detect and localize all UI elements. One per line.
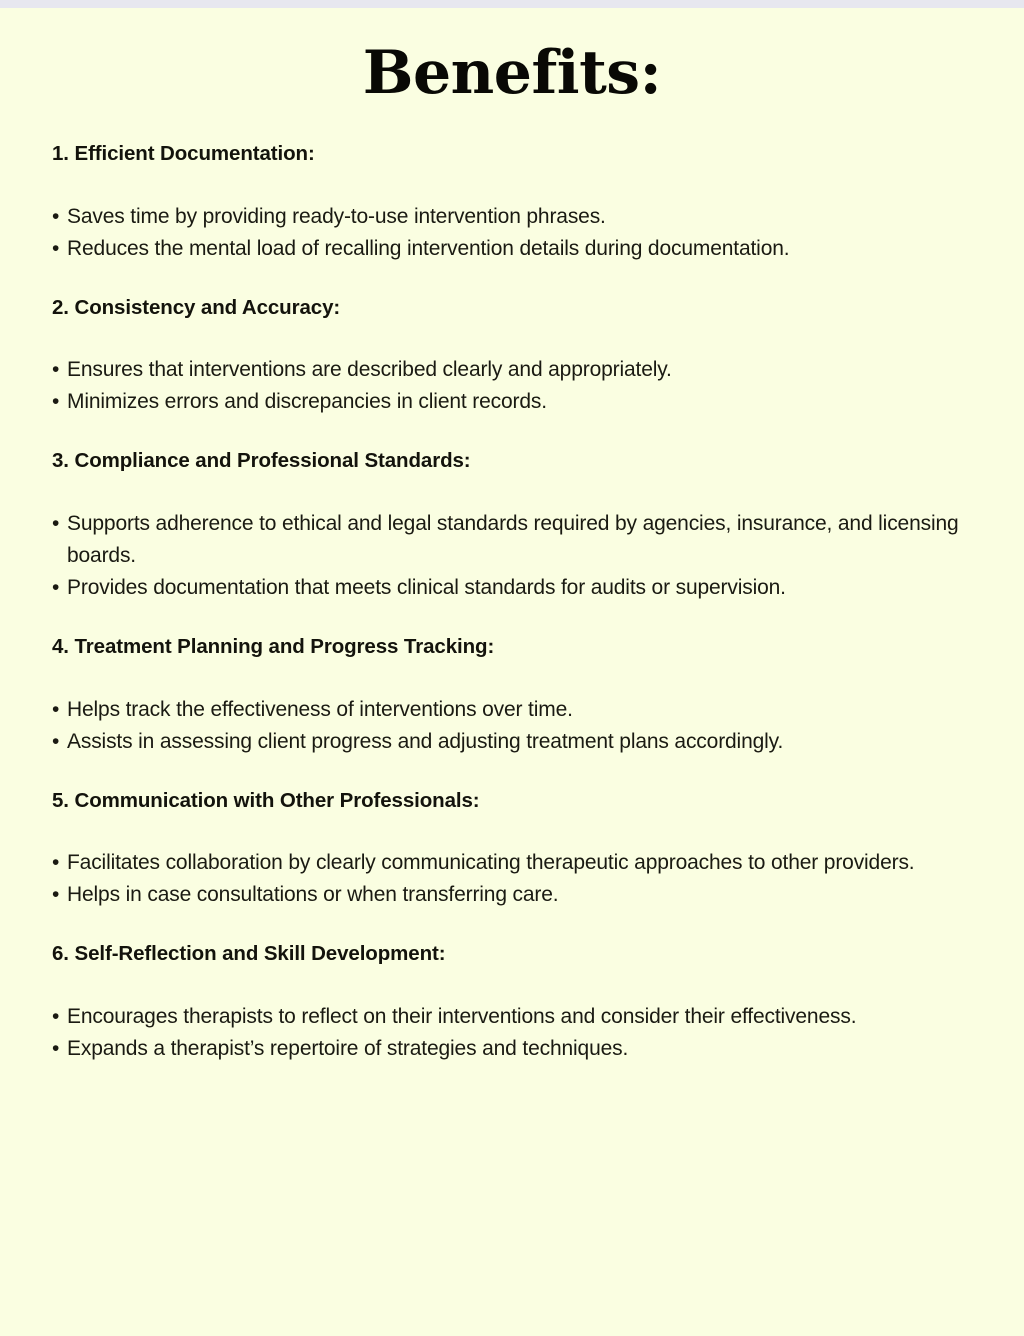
list-item-text: Ensures that interventions are described clearly and appropriately. [67, 358, 672, 382]
list-item-text: Encourages therapists to reflect on their interventions and consider their effectiveness. [67, 1004, 857, 1028]
list-item-text: Helps in case consultations or when transferring care. [67, 883, 559, 907]
list-item [52, 879, 984, 911]
section-heading: 3. Compliance and Professional Standards: [52, 449, 471, 473]
page-title: Benefits: [362, 38, 662, 108]
list-item [52, 386, 984, 418]
document-page [0, 8, 1024, 1336]
list-item-text: Minimizes errors and discrepancies in client records. [67, 390, 547, 414]
bullet-list [52, 847, 984, 911]
benefit-section [52, 295, 984, 419]
list-item-text: Expands a therapist’s repertoire of strategies and techniques. [67, 1036, 629, 1060]
bullet-icon: • [52, 1004, 60, 1028]
bullet-list [52, 694, 984, 758]
bullet-icon: • [52, 575, 60, 599]
section-heading: 5. Communication with Other Professionals: [52, 788, 480, 812]
benefit-section [52, 141, 984, 265]
section-heading: 4. Treatment Planning and Progress Tracking: [52, 634, 495, 658]
benefit-section [52, 634, 984, 758]
list-item-text: Facilitates collaboration by clearly communicating therapeutic approaches to other providers. [67, 851, 915, 875]
list-item [52, 201, 984, 233]
list-item-text: Saves time by providing ready-to-use intervention phrases. [67, 204, 606, 228]
list-item [52, 847, 984, 879]
list-item [52, 233, 984, 265]
bullet-list [52, 201, 984, 265]
bullet-list [52, 508, 984, 604]
section-heading: 2. Consistency and Accuracy: [52, 295, 341, 319]
benefits-list [0, 141, 1024, 1065]
bullet-icon: • [52, 1036, 60, 1060]
benefit-section [52, 448, 984, 604]
list-item-text: Provides documentation that meets clinical standards for audits or supervision. [67, 575, 786, 599]
benefit-section [52, 941, 984, 1065]
bullet-icon: • [52, 851, 60, 875]
bullet-icon: • [52, 204, 60, 228]
bullet-list [52, 1001, 984, 1065]
list-item [52, 354, 984, 386]
bullet-list [52, 354, 984, 418]
list-item-text: Helps track the effectiveness of interventions over time. [67, 697, 573, 721]
bullet-icon: • [52, 511, 60, 535]
list-item-text: Supports adherence to ethical and legal standards required by agencies, insurance, and licensing boards. [67, 511, 959, 567]
list-item [52, 508, 984, 572]
list-item [52, 726, 984, 758]
list-item [52, 1001, 984, 1033]
bullet-icon: • [52, 697, 60, 721]
list-item-text: Reduces the mental load of recalling intervention details during documentation. [67, 236, 790, 260]
list-item-text: Assists in assessing client progress and adjusting treatment plans accordingly. [67, 729, 784, 753]
bullet-icon: • [52, 236, 60, 260]
list-item [52, 572, 984, 604]
benefit-section [52, 788, 984, 912]
bullet-icon: • [52, 390, 60, 414]
bullet-icon: • [52, 729, 60, 753]
list-item [52, 1033, 984, 1065]
section-heading: 6. Self-Reflection and Skill Development: [52, 942, 446, 966]
top-edge-strip [0, 0, 1024, 8]
section-heading: 1. Efficient Documentation: [52, 142, 315, 165]
list-item [52, 694, 984, 726]
bullet-icon: • [52, 358, 60, 382]
bullet-icon: • [52, 883, 60, 907]
